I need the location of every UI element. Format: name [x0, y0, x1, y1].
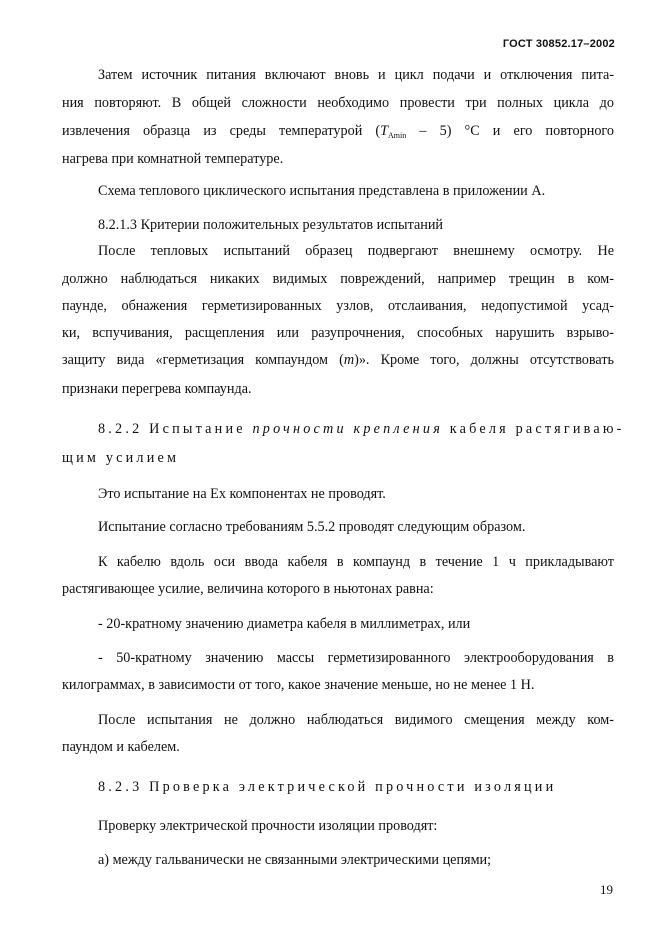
- text-line: паундом и кабелем.: [62, 739, 180, 755]
- text-run: – 5) °С и его повторного: [406, 123, 614, 139]
- text-run: извлечения образца из среды температурой (: [62, 123, 381, 139]
- text-line: должно наблюдаться никаких видимых повреждений, например трещин в ком-: [62, 271, 614, 287]
- text-run: защиту вида «герметизация компаундом (: [62, 352, 344, 368]
- page-number: 19: [600, 882, 613, 897]
- text-line: Затем источник питания включают вновь и цикл подачи и отключения пита-: [98, 67, 614, 83]
- text-run: кабеля растягиваю-: [442, 421, 625, 437]
- list-item: а) между гальванически не связанными электрическими цепями;: [98, 852, 492, 868]
- document-code: ГОСТ 30852.17–2002: [502, 38, 615, 50]
- text-line: Это испытание на Ex компонентах не проводят.: [98, 486, 386, 502]
- text-run-italic: прочности крепления: [252, 421, 443, 437]
- text-line: После тепловых испытаний образец подвергают внешнему осмотру. Не: [98, 243, 614, 259]
- text-line: Схема теплового циклического испытания представлена в приложении А.: [98, 183, 546, 199]
- text-line: [62, 122, 614, 145]
- text-line: признаки перегрева компаунда.: [62, 381, 252, 397]
- formula-subscript: Amin: [388, 131, 407, 140]
- text-line: [62, 351, 614, 369]
- text-line: ния повторяют. В общей сложности необходимо провести три полных цикла до: [62, 95, 614, 111]
- section-heading: 8.2.1.3 Критерии положительных результатов испытаний: [98, 217, 444, 233]
- formula-variable: T: [380, 123, 389, 139]
- text-line: растягивающее усилие, величина которого в ньютонах равна:: [62, 581, 434, 597]
- text-line: паунде, обнажения герметизированных узлов, отслаивания, недопустимой усад-: [62, 298, 614, 314]
- text-line: ки, вспучивания, расщепления или разупрочнения, способных нарушить взрыво-: [62, 325, 614, 341]
- text-line: Испытание согласно требованиям 5.5.2 проводят следующим образом.: [98, 519, 526, 535]
- list-item: - 50-кратному значению массы герметизированного электрооборудования в: [98, 650, 614, 666]
- section-heading: щим усилием: [62, 450, 180, 466]
- text-run: )». Кроме того, должны отсутствовать: [354, 352, 614, 368]
- text-line: килограммах, в зависимости от того, какое значение меньше, но не менее 1 Н.: [62, 677, 535, 693]
- section-heading: 8.2.3 Проверка электрической прочности изоляции: [98, 779, 557, 795]
- list-item: - 20-кратному значению диаметра кабеля в миллиметрах, или: [98, 616, 471, 632]
- text-line: Проверку электрической прочности изоляции проводят:: [98, 818, 438, 834]
- text-line: нагрева при комнатной температуре.: [62, 151, 284, 167]
- text-line: После испытания не должно наблюдаться видимого смещения между ком-: [98, 712, 614, 728]
- section-heading: [98, 420, 625, 438]
- text-run: 8.2.2 Испытание: [98, 421, 253, 437]
- formula-variable: m: [343, 352, 355, 368]
- text-line: К кабелю вдоль оси ввода кабеля в компаунд в течение 1 ч прикладывают: [98, 554, 614, 570]
